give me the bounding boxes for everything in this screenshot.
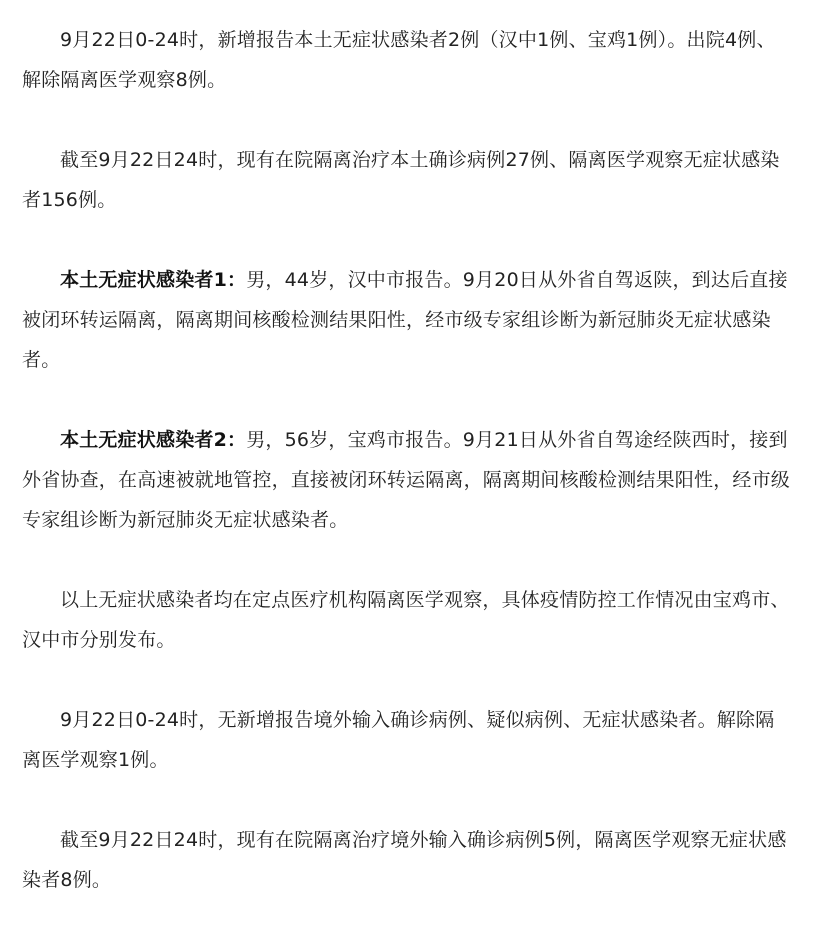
paragraph-text: 截至9月22日24时，现有在院隔离治疗境外输入确诊病例5例，隔离医学观察无症状感染者8例。 — [22, 829, 787, 891]
paragraph-text: 以上无症状感染者均在定点医疗机构隔离医学观察，具体疫情防控工作情况由宝鸡市、汉中市分别发布。 — [22, 589, 790, 651]
paragraph-case-2 — [22, 420, 792, 540]
case-heading: 本土无症状感染者1： — [60, 269, 247, 291]
paragraph-text: 男，44岁，汉中市报告。9月20日从外省自驾返陕，到达后直接被闭环转运隔离，隔离期间核酸检测结果阳性，经市级专家组诊断为新冠肺炎无症状感染者。 — [22, 269, 788, 371]
article-body — [22, 20, 792, 940]
paragraph-text: 9月22日0-24时，新增报告本土无症状感染者2例（汉中1例、宝鸡1例）。出院4例、解除隔离医学观察8例。 — [22, 29, 776, 91]
paragraph-local-new-cases — [22, 20, 792, 100]
paragraph-imported-current-cases — [22, 820, 792, 900]
paragraph-text: 男，56岁，宝鸡市报告。9月21日从外省自驾途经陕西时，接到外省协查，在高速被就地管控，直接被闭环转运隔离，隔离期间核酸检测结果阳性，经市级专家组诊断为新冠肺炎无症状感染者。 — [22, 429, 791, 531]
paragraph-imported-new-cases — [22, 700, 792, 780]
paragraph-observation-note — [22, 580, 792, 660]
paragraph-case-1 — [22, 260, 792, 380]
case-heading: 本土无症状感染者2： — [60, 429, 247, 451]
paragraph-local-current-cases — [22, 140, 792, 220]
paragraph-text: 9月22日0-24时，无新增报告境外输入确诊病例、疑似病例、无症状感染者。解除隔离医学观察1例。 — [22, 709, 775, 771]
paragraph-text: 截至9月22日24时，现有在院隔离治疗本土确诊病例27例、隔离医学观察无症状感染者156例。 — [22, 149, 780, 211]
